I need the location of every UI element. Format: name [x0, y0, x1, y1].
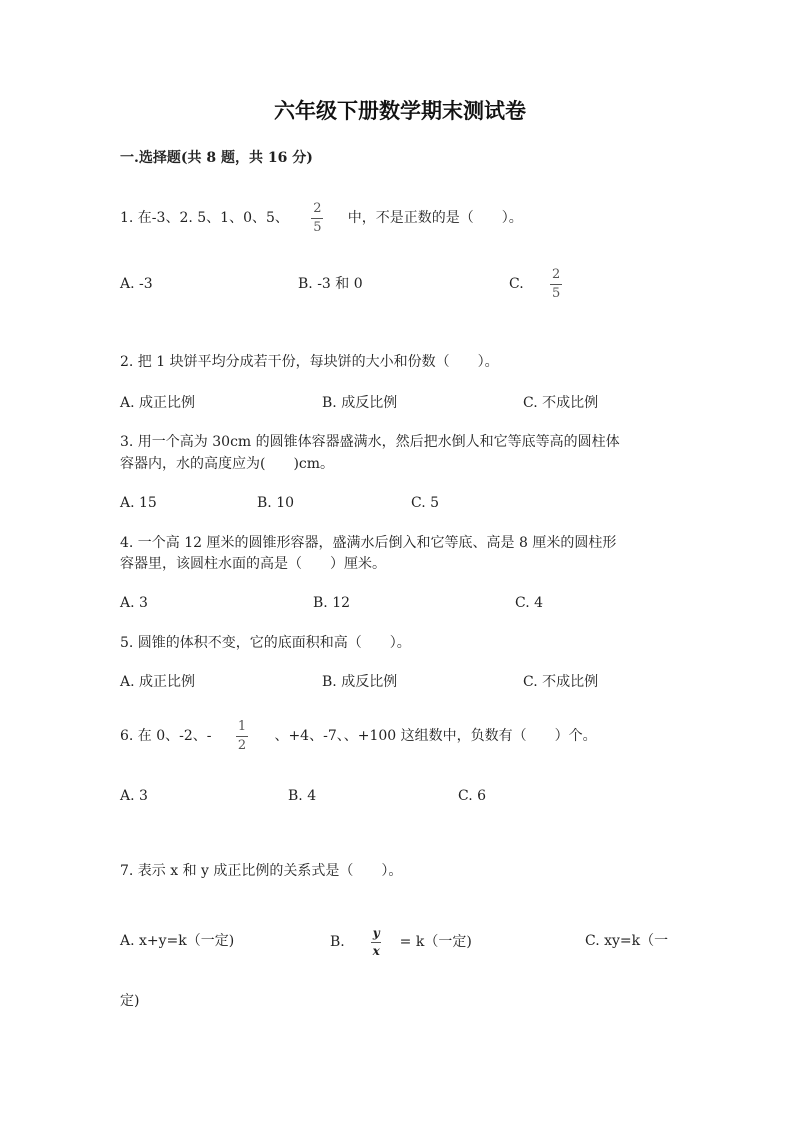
question-7: 7. 表示 x 和 y 成正比例的关系式是（ ）。	[120, 863, 403, 879]
fraction-numerator: 2	[551, 267, 561, 282]
fraction-bar	[236, 736, 248, 737]
fraction-denominator: 5	[313, 219, 322, 235]
q4-option-c: C. 4	[515, 595, 544, 611]
q5-option-b: B. 成反比例	[322, 674, 398, 690]
q7-option-b-text: = k（一定)	[399, 934, 472, 951]
section-heading: 一.选择题(共 8 题，共 16 分)	[120, 150, 313, 166]
q7-option-a: A. x+y=k（一定)	[120, 933, 235, 949]
question-1-text-end: 中，不是正数的是（ ）。	[347, 210, 523, 227]
q1-option-a: A. -3	[120, 276, 153, 292]
question-4-line-2: 容器里，该圆柱水面的高是（ ）厘米。	[120, 556, 386, 572]
q4-option-a: A. 3	[120, 595, 148, 611]
fraction-denominator: 2	[237, 737, 247, 753]
question-1	[120, 202, 523, 234]
fraction-numerator: y	[372, 926, 380, 940]
fraction-denominator: 5	[551, 285, 561, 301]
q6-option-a: A. 3	[120, 788, 148, 804]
fraction-denominator: x	[372, 943, 380, 958]
fraction-bar	[371, 942, 381, 943]
q7-option-b-label: B.	[330, 934, 345, 951]
fraction-one-half	[236, 720, 248, 752]
question-6-text: 6. 在 0、-2、-	[120, 728, 212, 745]
q1-option-c-label: C.	[509, 276, 524, 293]
q2-option-b: B. 成反比例	[322, 395, 398, 411]
q1-option-c	[509, 268, 562, 300]
question-3-line-2: 容器内，水的高度应为( )cm。	[120, 456, 335, 472]
question-3-line-1: 3. 用一个高为 30cm 的圆锥体容器盛满水，然后把水倒人和它等底等高的圆柱体	[120, 434, 620, 450]
question-5: 5. 圆锥的体积不变，它的底面积和高（ ）。	[120, 635, 411, 651]
fraction-two-fifths-option	[550, 268, 562, 300]
q6-option-c: C. 6	[458, 788, 487, 804]
q3-option-a: A. 15	[120, 495, 157, 511]
question-4-line-1: 4. 一个高 12 厘米的圆锥形容器，盛满水后倒入和它等底、高是 8 厘米的圆柱形	[120, 535, 617, 551]
fraction-bar	[311, 218, 323, 219]
q7-option-c: C. xy=k（一	[585, 933, 669, 949]
q2-option-a: A. 成正比例	[120, 395, 196, 411]
q2-option-c: C. 不成比例	[523, 395, 599, 411]
q3-option-c: C. 5	[411, 495, 440, 511]
q1-option-b: B. -3 和 0	[298, 276, 363, 292]
question-1-text: 1. 在-3、2. 5、1、0、5、	[120, 210, 289, 227]
q5-option-c: C. 不成比例	[523, 674, 599, 690]
fraction-numerator: 1	[237, 719, 247, 734]
q7-option-b	[330, 927, 472, 957]
q6-option-b: B. 4	[288, 788, 317, 804]
fraction-bar	[550, 284, 562, 285]
question-2: 2. 把 1 块饼平均分成若干份，每块饼的大小和份数（ ）。	[120, 354, 499, 370]
page-title: 六年级下册数学期末测试卷	[274, 98, 526, 123]
fraction-numerator: 2	[313, 201, 322, 216]
fraction-y-over-x	[371, 927, 381, 957]
q7-option-c-continued: 定)	[120, 993, 140, 1009]
q3-option-b: B. 10	[257, 495, 295, 511]
fraction-two-fifths	[311, 202, 323, 234]
question-6	[120, 720, 597, 752]
q4-option-b: B. 12	[313, 595, 351, 611]
question-6-text-end: 、+4、-7、、+100 这组数中，负数有（ ）个。	[274, 728, 597, 745]
q5-option-a: A. 成正比例	[120, 674, 196, 690]
